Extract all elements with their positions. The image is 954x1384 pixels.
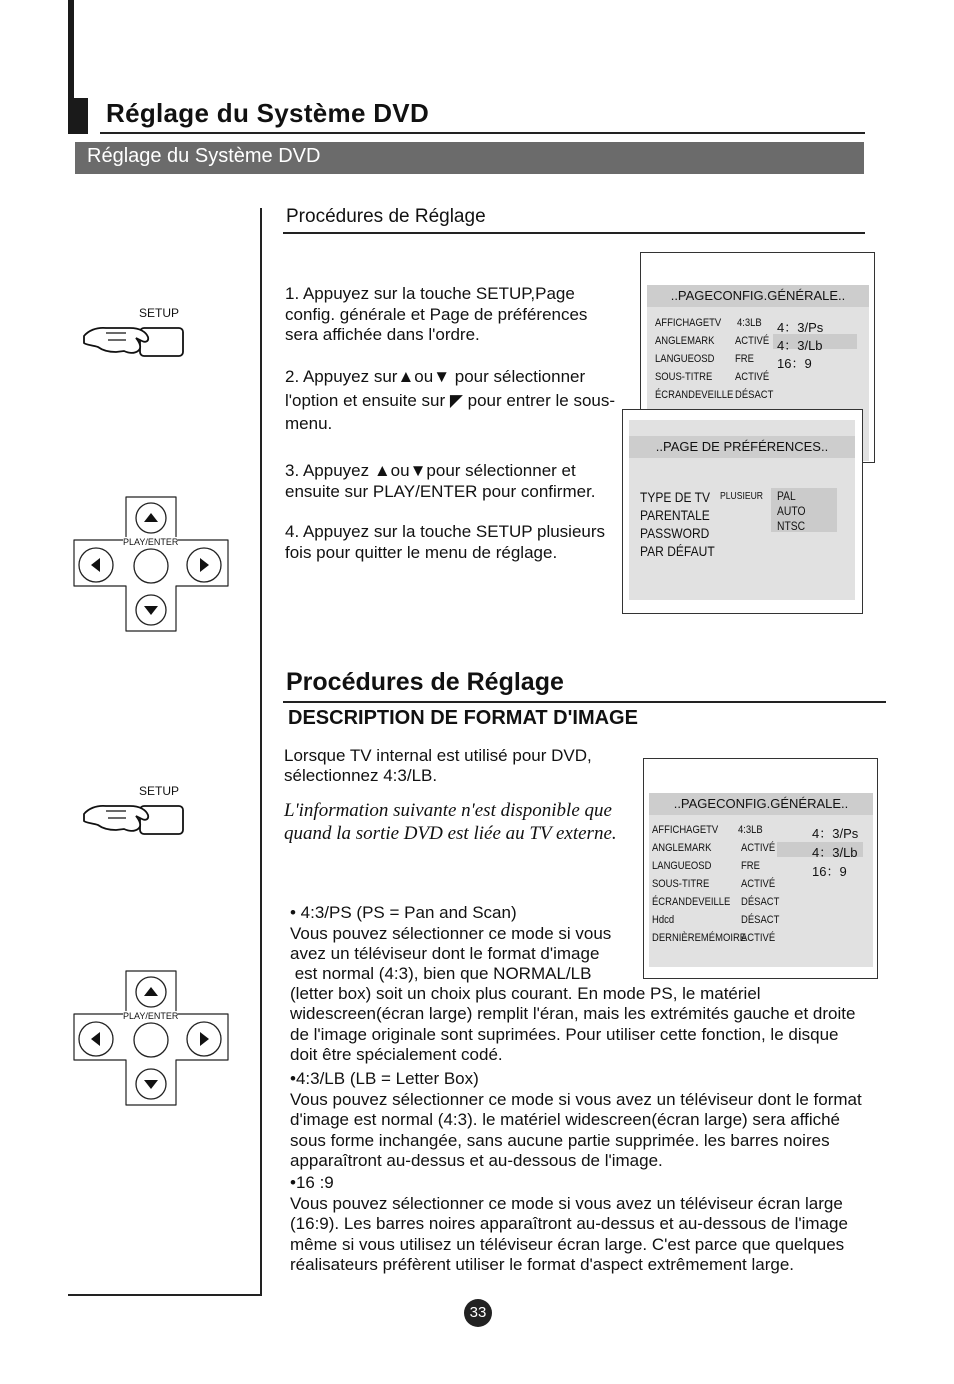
ps-text: (letter box) soit un choix plus courant. En mode PS, le matériel widescreen(écran large) remplit l'éran, mais les extrémités gauche et droite de l'image originale sont suprimées. Pour utiliser cette fonction, le disque doit être spécialement codé. — [290, 984, 856, 1064]
format-description-heading: DESCRIPTION DE FORMAT D'IMAGE — [288, 707, 638, 729]
step-1: 1. Appuyez sur la touche SETUP,Page config. générale et Page de préférences sera affichée dans l'ordre. — [285, 284, 588, 344]
osd-row-label: AFFICHAGETV — [652, 824, 719, 836]
procedures-heading-2: Procédures de Réglage — [286, 668, 564, 696]
osd-row-value: ACTIVÉ — [735, 335, 770, 347]
section-band: Réglage du Système DVD — [75, 142, 864, 174]
osd-row-value: DÉSACT — [741, 896, 780, 908]
osd-row-label: LANGUEOSD — [652, 860, 712, 872]
osd-row-value: ACTIVÉ — [741, 878, 776, 890]
osd-header: ..PAGECONFIG.GÉNÉRALE.. — [647, 285, 869, 307]
osd-header: ..PAGECONFIG.GÉNÉRALE.. — [649, 793, 873, 815]
dpad-play-enter-icon — [72, 970, 230, 1106]
osd-option: 4：3/Ps — [777, 320, 824, 335]
procedures-underline — [283, 232, 865, 234]
ps-title: • 4:3/PS (PS = Pan and Scan) — [290, 903, 517, 922]
page-number: 33 — [464, 1299, 492, 1327]
ps-text-line: Vous pouvez sélectionner ce mode si vous — [290, 924, 612, 943]
ps-text-line: est normal (4:3), bien que NORMAL/LB — [290, 964, 592, 983]
osd-row-label: TYPE DE TV — [640, 489, 711, 505]
osd-row-label: PARENTALE — [640, 507, 710, 523]
osd-row-value: ACTIVÉ — [741, 842, 776, 854]
hand-press-icon — [82, 319, 186, 361]
osd-option: 16：9 — [812, 864, 847, 879]
setup-button-icon — [82, 783, 186, 839]
title-underline — [100, 132, 865, 134]
procedures-underline-2 — [283, 701, 886, 703]
ps-text-line: avez un téléviseur dont le format d'image — [290, 944, 600, 963]
osd-row-value: ACTIVÉ — [741, 932, 776, 944]
osd-row-label: DERNIÈREMÉMOIRE — [652, 932, 747, 944]
widescreen-text: Vous pouvez sélectionner ce mode si vous avez un téléviseur écran large (16:9). Les barres noires apparaîtront au-dessus et au-dessous de l'image même si vous utilisez un téléviseur écran large. C'est parce que quelques réalisateurs préfèrent utiliser le format d'aspect extrêmement large. — [290, 1194, 848, 1274]
osd-row-label: SOUS-TITRE — [652, 878, 710, 890]
header-side-block — [68, 98, 88, 134]
step-4: 4. Appuyez sur la touche SETUP plusieurs fois pour quitter le menu de réglage. — [285, 522, 606, 562]
osd-option: 4：3/Lb — [777, 338, 823, 353]
dpad-play-enter-icon — [72, 496, 230, 632]
page-title: Réglage du Système DVD — [106, 98, 430, 128]
osd-row-label: ÉCRANDEVEILLE — [655, 389, 734, 401]
osd-row-label: ANGLEMARK — [655, 335, 715, 347]
osd-row-value: PLUSIEUR — [720, 491, 764, 502]
osd-row-value: ACTIVÉ — [735, 371, 770, 383]
lb-title: •4:3/LB (LB = Letter Box) — [290, 1069, 479, 1088]
osd-general-page-2 — [643, 758, 878, 979]
osd-option: 16：9 — [777, 356, 812, 371]
step-2: 2. Appuyez sur▲ou▼ pour sélectionner l'option et ensuite sur ◤ pour entrer le sous-menu. — [285, 367, 616, 433]
setup-label: SETUP — [139, 306, 180, 320]
column-divider — [260, 208, 262, 1296]
widescreen-title: •16 :9 — [290, 1173, 334, 1192]
osd-row-value: FRE — [735, 353, 754, 365]
lb-text: Vous pouvez sélectionner ce mode si vous avez un téléviseur dont le format d'image est normal (4:3). le matériel widescreen(écran large) sera affiché sous forme inchangée, sans aucune partie supprimée. les barres noires apparaîtront au-dessus et au-dessous de l'image. — [290, 1090, 862, 1170]
step-3: 3. Appuyez ▲ou▼pour sélectionner et ensuite sur PLAY/ENTER pour confirmer. — [285, 461, 596, 501]
bottom-rule — [68, 1294, 262, 1296]
osd-preferences-page — [622, 409, 863, 614]
osd-option: 4：3/Ps — [812, 826, 859, 841]
osd-option: 4：3/Lb — [812, 845, 858, 860]
osd-row-value: FRE — [741, 860, 760, 872]
osd-row-value: DÉSACT — [741, 914, 780, 926]
osd-option: PAL — [777, 489, 796, 503]
play-enter-label: PLAY/ENTER — [123, 537, 179, 547]
setup-button-icon — [82, 305, 186, 361]
play-enter-label: PLAY/ENTER — [123, 1011, 179, 1021]
osd-row-label: PAR DÉFAUT — [640, 543, 715, 559]
osd-row-label: ÉCRANDEVEILLE — [652, 896, 731, 908]
osd-row-label: AFFICHAGETV — [655, 317, 722, 329]
intro-text: Lorsque TV internal est utilisé pour DVD, sélectionnez 4:3/LB. — [284, 746, 592, 786]
osd-option: AUTO — [777, 504, 806, 518]
osd-row-value: 4:3LB — [738, 824, 763, 836]
osd-row-label: PASSWORD — [640, 525, 710, 541]
hand-press-icon — [82, 797, 186, 839]
setup-label: SETUP — [139, 784, 180, 798]
osd-header: ..PAGE DE PRÉFÉRENCES.. — [629, 436, 855, 458]
external-tv-note: L'information suivante n'est disponible que quand la sortie DVD est liée au TV externe. — [284, 800, 617, 844]
osd-row-value: DÉSACT — [735, 389, 774, 401]
osd-row-label: SOUS-TITRE — [655, 371, 713, 383]
osd-option: NTSC — [777, 519, 806, 533]
osd-row-label: ANGLEMARK — [652, 842, 712, 854]
osd-row-label: LANGUEOSD — [655, 353, 715, 365]
procedures-heading: Procédures de Réglage — [286, 206, 486, 227]
osd-row-value: 4:3LB — [737, 317, 762, 329]
osd-row-label: Hdcd — [652, 914, 675, 926]
